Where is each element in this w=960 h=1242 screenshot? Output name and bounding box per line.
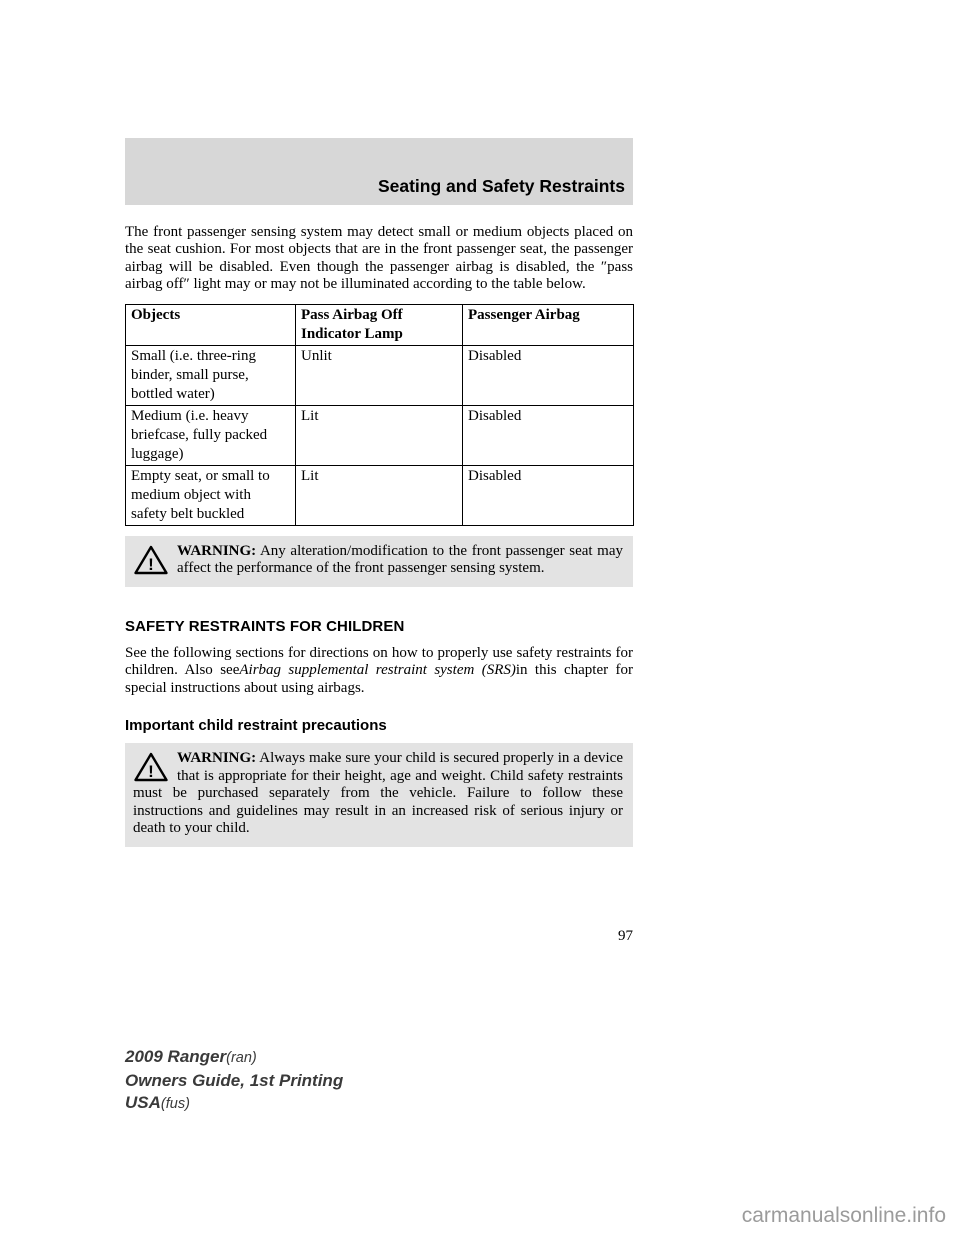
warning-box-sensing-system [125, 536, 633, 587]
footer-market-title: USA [125, 1093, 161, 1112]
table-header-passenger-airbag: Passenger Airbag [463, 304, 634, 345]
children-paragraph [125, 645, 633, 697]
children-paragraph-after: in this chapter for special instructions about using airbags. [125, 662, 634, 696]
footer-model-title: 2009 Ranger [125, 1047, 227, 1066]
footer-model-code: (ran) [226, 1050, 257, 1066]
footer-market-code: (fus) [160, 1096, 190, 1112]
passenger-sensing-table [125, 304, 634, 526]
table-row [126, 465, 634, 525]
warning-text: Any alteration/modification to the front passenger seat may affect the performance of the front passenger sensing system. [177, 542, 623, 577]
watermark-text: carmanualsonline.info [741, 1204, 946, 1227]
footer-imprint [125, 1046, 343, 1116]
chapter-title: Seating and Safety Restraints [377, 176, 625, 196]
table-cell-lamp: Unlit [296, 345, 463, 405]
table-cell-airbag: Disabled [463, 465, 634, 525]
subheading-child-restraint-precautions: Important child restraint precautions [125, 717, 387, 735]
table-cell-airbag: Disabled [463, 405, 634, 465]
table-cell-lamp: Lit [296, 405, 463, 465]
warning-label: WARNING: [177, 542, 257, 559]
chapter-header-band [125, 138, 633, 205]
table-cell-lamp: Lit [296, 465, 463, 525]
footer-line-market [125, 1092, 343, 1116]
svg-text:!: ! [148, 762, 154, 782]
table-cell-object: Medium (i.e. heavy briefcase, fully packed luggage) [126, 405, 296, 465]
warning-text: Always make sure your child is secured properly in a device that is appropriate for their height, age and weight. Child safety restraints must be purchased separately from the vehicle. Failure to follow these instructions and guidelines may result in an increased risk of serious injury or death to your child. [133, 750, 623, 837]
footer-line-model [125, 1046, 343, 1070]
warning-triangle-icon [133, 544, 169, 576]
table-cell-object: Small (i.e. three-ring binder, small purse, bottled water) [126, 345, 296, 405]
warning-box-child-restraints [125, 743, 633, 847]
table-header-indicator-lamp: Pass Airbag Off Indicator Lamp [296, 304, 463, 345]
table-cell-object: Empty seat, or small to medium object with safety belt buckled [126, 465, 296, 525]
warning-label: WARNING: [177, 750, 257, 767]
children-paragraph-before: See the following sections for directions on how to properly use safety restraints for children. Also see [125, 644, 633, 679]
table-cell-airbag: Disabled [463, 345, 634, 405]
svg-text:!: ! [148, 554, 154, 574]
airbag-srs-reference: Airbag supplemental restraint system (SRS) [239, 662, 516, 679]
table-row [126, 345, 634, 405]
page-number: 97 [618, 928, 633, 944]
table-header-row [126, 304, 634, 345]
footer-line-guide: Owners Guide, 1st Printing [125, 1070, 344, 1090]
table-row [126, 405, 634, 465]
warning-triangle-icon [133, 751, 169, 783]
intro-paragraph: The front passenger sensing system may detect small or medium objects placed on the seat cushion. For most objects that are in the front passenger seat, the passenger airbag will be disabled. Even though the passenger airbag is disabled, the ″pass airbag off″ light may or may not be illuminated according to the table below. [125, 224, 633, 293]
section-heading-safety-restraints-children: SAFETY RESTRAINTS FOR CHILDREN [125, 617, 405, 635]
table-header-objects: Objects [126, 304, 296, 345]
page-content [125, 138, 633, 847]
